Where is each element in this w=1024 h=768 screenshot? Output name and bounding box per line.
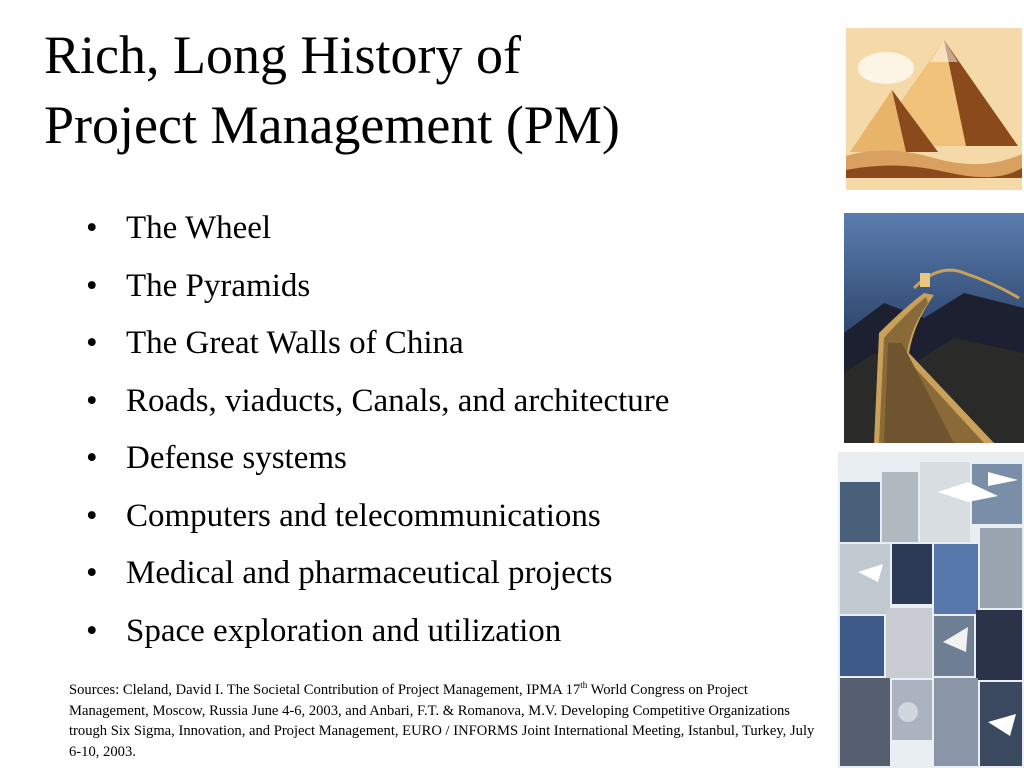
bullet-text: The Pyramids bbox=[126, 267, 311, 304]
bullet-text: Space exploration and utilization bbox=[126, 612, 562, 649]
bullet-text: Computers and telecommunications bbox=[126, 497, 601, 534]
bullet-dot: • bbox=[86, 382, 98, 419]
bullet-item bbox=[86, 200, 669, 258]
great-wall-image bbox=[844, 213, 1024, 443]
bullet-item bbox=[86, 545, 669, 603]
pyramids-image bbox=[846, 28, 1022, 190]
bullet-item bbox=[86, 258, 669, 316]
bullet-dot: • bbox=[86, 440, 98, 476]
bullet-text: Medical and pharmaceutical projects bbox=[126, 555, 613, 591]
bullet-dot: • bbox=[86, 267, 98, 304]
space-aviation-collage-image bbox=[838, 452, 1024, 768]
sources-superscript: th bbox=[580, 680, 588, 691]
bullet-dot: • bbox=[86, 555, 98, 591]
bullet-text: The Great Walls of China bbox=[126, 325, 464, 361]
bullet-item bbox=[86, 603, 669, 661]
bullet-text: Defense systems bbox=[126, 440, 347, 476]
bullet-list bbox=[86, 200, 669, 660]
sources-text-1: Sources: Cleland, David I. The Societal Contribution of Project Management, IPMA 17 bbox=[69, 682, 581, 698]
title-line-2: Project Management (PM) bbox=[44, 95, 620, 155]
sources-citation bbox=[69, 680, 829, 762]
bullet-item bbox=[86, 315, 669, 373]
bullet-item bbox=[86, 430, 669, 488]
bullet-item bbox=[86, 373, 669, 431]
bullet-text: Roads, viaducts, Canals, and architecture bbox=[126, 382, 670, 419]
sources-text-2: World Congress on Project Management, Moscow, Russia June 4-6, 2003, and Anbari, F.T. & Romanova, M.V. Developing Competitive Organizations trough Six Sigma, Innovation, and Project Management, EURO / INFORMS Joint International Meeting, Istanbul, Turkey, July 6-10, 2003. bbox=[69, 682, 815, 760]
title-line-1: Rich, Long History of bbox=[44, 25, 521, 85]
bullet-dot: • bbox=[86, 210, 98, 246]
bullet-dot: • bbox=[86, 325, 98, 361]
bullet-dot: • bbox=[86, 497, 98, 534]
bullet-item bbox=[86, 488, 669, 546]
bullet-dot: • bbox=[86, 612, 98, 649]
bullet-text: The Wheel bbox=[126, 210, 272, 246]
slide-title bbox=[44, 20, 824, 160]
